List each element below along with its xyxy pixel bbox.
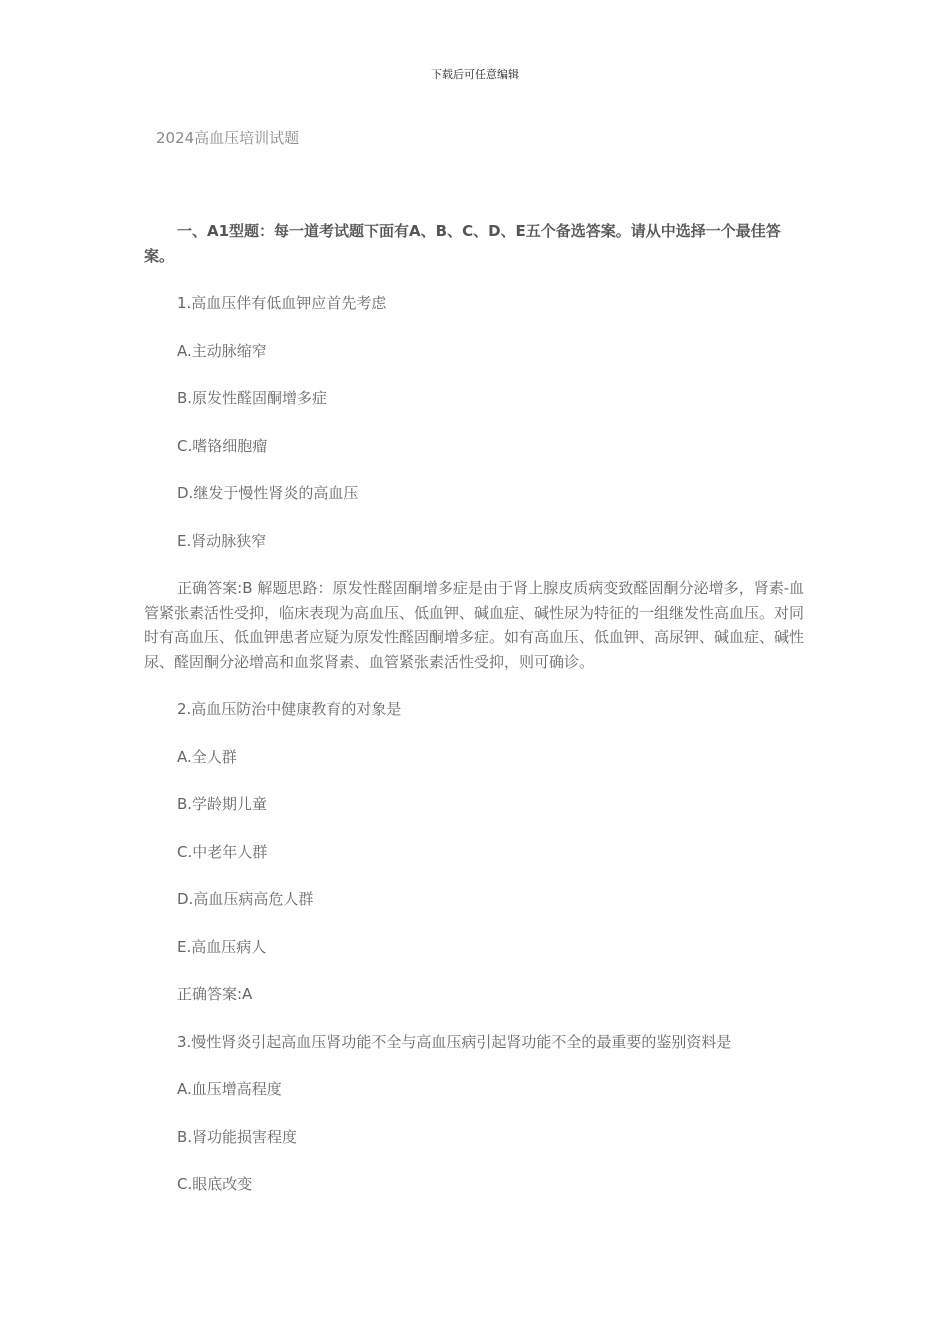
answer-option: A.血压增高程度	[177, 1080, 282, 1098]
answer-option: C.中老年人群	[177, 842, 268, 861]
answer-explanation	[144, 576, 804, 674]
question-stem: 1.高血压伴有低血钾应首先考虑	[177, 294, 387, 312]
answer-option: B.原发性醛固酮增多症	[177, 389, 328, 407]
correct-answer: 正确答案:B	[177, 579, 253, 597]
answer-option: C.嗜铬细胞瘤	[177, 436, 268, 455]
document-title: 2024高血压培训试题	[156, 129, 300, 147]
answer-option: B.学龄期儿童	[177, 795, 268, 813]
answer-option: C.眼底改变	[177, 1175, 253, 1193]
answer-option: D.继发于慢性肾炎的高血压	[177, 484, 359, 502]
answer-option: E.高血压病人	[177, 937, 267, 956]
question-stem: 2.高血压防治中健康教育的对象是	[177, 700, 402, 718]
document-body	[144, 219, 804, 1220]
question-stem: 3.慢性肾炎引起高血压肾功能不全与高血压病引起肾功能不全的最重要的鉴别资料是	[177, 1032, 732, 1051]
answer-option: D.高血压病高危人群	[177, 890, 314, 908]
answer-option: E.肾动脉狭窄	[177, 531, 267, 550]
answer-option: A.全人群	[177, 747, 237, 766]
explanation-text: 解题思路：原发性醛固酮增多症是由于肾上腺皮质病变致醛固酮分泌增多，肾素-血管紧张素活性受抑，临床表现为高血压、低血钾、碱血症、碱性尿为特征的一组继发性高血压。对同时有高血压、低血钾患者应疑为原发性醛固酮增多症。如有高血压、低血钾、高尿钾、碱血症、碱性尿、醛固酮分泌增高和血浆肾素、血管紧张素活性受抑，则可确诊。	[144, 579, 805, 671]
answer-option: A.主动脉缩窄	[177, 341, 267, 360]
section-heading: 一、A1型题：每一道考试题下面有A、B、C、D、E五个备选答案。请从中选择一个最佳答案。	[144, 222, 781, 265]
correct-answer: 正确答案:A	[177, 985, 253, 1003]
header-note: 下载后可任意编辑	[431, 68, 519, 81]
answer-option: B.肾功能损害程度	[177, 1127, 298, 1146]
